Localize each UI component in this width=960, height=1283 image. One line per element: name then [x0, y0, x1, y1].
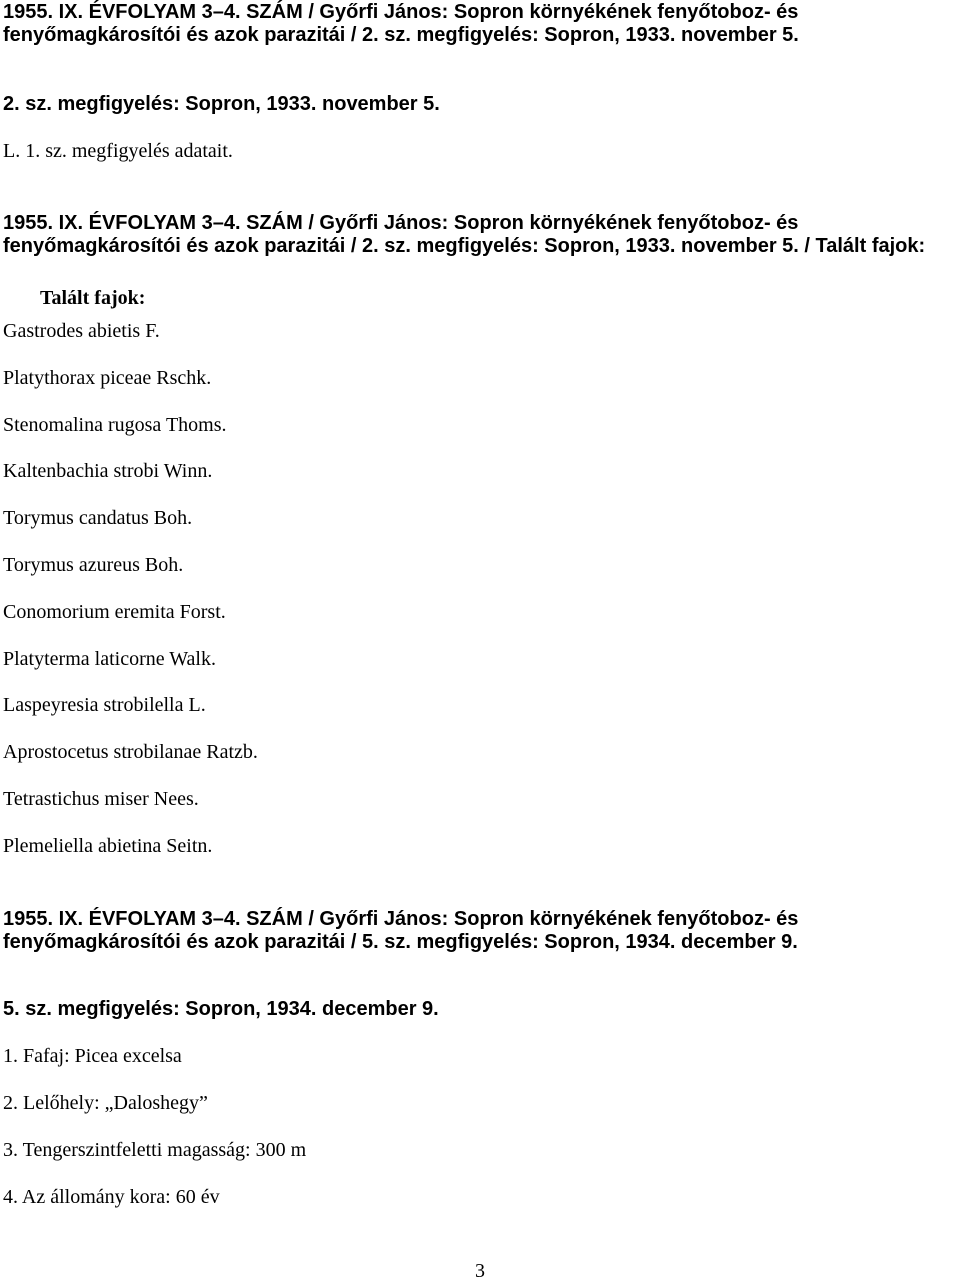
running-header-2-line-1: 1955. IX. ÉVFOLYAM 3–4. SZÁM / Győrfi János: Sopron környékének fenyőtoboz- és [3, 212, 799, 234]
fact-item: 1. Fafaj: Picea excelsa [3, 1045, 182, 1067]
species-item: Stenomalina rugosa Thoms. [3, 413, 227, 436]
species-item: Laspeyresia strobilella L. [3, 694, 206, 717]
running-header-3 [3, 908, 953, 954]
page-number: 3 [475, 1260, 485, 1282]
species-list [3, 320, 258, 882]
running-header-1 [3, 1, 953, 47]
species-item: Platythorax piceae Rschk. [3, 366, 212, 389]
observation-5-title: 5. sz. megfigyelés: Sopron, 1934. december 9. [3, 998, 439, 1020]
running-header-2-line-2: fenyőmagkárosítói és azok parazitái / 2. sz. megfigyelés: Sopron, 1933. november 5. / Talált fajok: [3, 235, 926, 257]
species-item: Kaltenbachia strobi Winn. [3, 460, 213, 483]
species-item: Tetrastichus miser Nees. [3, 787, 199, 810]
species-item: Plemeliella abietina Seitn. [3, 834, 213, 857]
fact-item: 3. Tengerszintfeletti magasság: 300 m [3, 1139, 307, 1161]
species-item: Torymus azureus Boh. [3, 553, 184, 576]
species-heading: Talált fajok: [40, 287, 146, 309]
running-header-3-line-2: fenyőmagkárosítói és azok parazitái / 5. sz. megfigyelés: Sopron, 1934. december 9. [3, 931, 798, 953]
species-item: Conomorium eremita Forst. [3, 600, 226, 623]
observation-2-title: 2. sz. megfigyelés: Sopron, 1933. november 5. [3, 93, 440, 115]
species-item: Torymus candatus Boh. [3, 507, 193, 530]
species-item: Gastrodes abietis F. [3, 320, 160, 342]
running-header-1-line-1: 1955. IX. ÉVFOLYAM 3–4. SZÁM / Győrfi János: Sopron környékének fenyőtoboz- és [3, 1, 799, 23]
running-header-2 [3, 212, 953, 258]
species-item: Aprostocetus strobilanae Ratzb. [3, 741, 258, 764]
running-header-3-line-1: 1955. IX. ÉVFOLYAM 3–4. SZÁM / Győrfi János: Sopron környékének fenyőtoboz- és [3, 908, 799, 930]
running-header-1-line-2: fenyőmagkárosítói és azok parazitái / 2. sz. megfigyelés: Sopron, 1933. november 5. [3, 24, 799, 46]
reference-note: L. 1. sz. megfigyelés adatait. [3, 140, 233, 162]
fact-item: 2. Lelőhely: „Daloshegy” [3, 1092, 208, 1114]
fact-item: 4. Az állomány kora: 60 év [3, 1186, 220, 1208]
species-item: Platyterma laticorne Walk. [3, 647, 216, 670]
site-facts-list [3, 1045, 306, 1233]
